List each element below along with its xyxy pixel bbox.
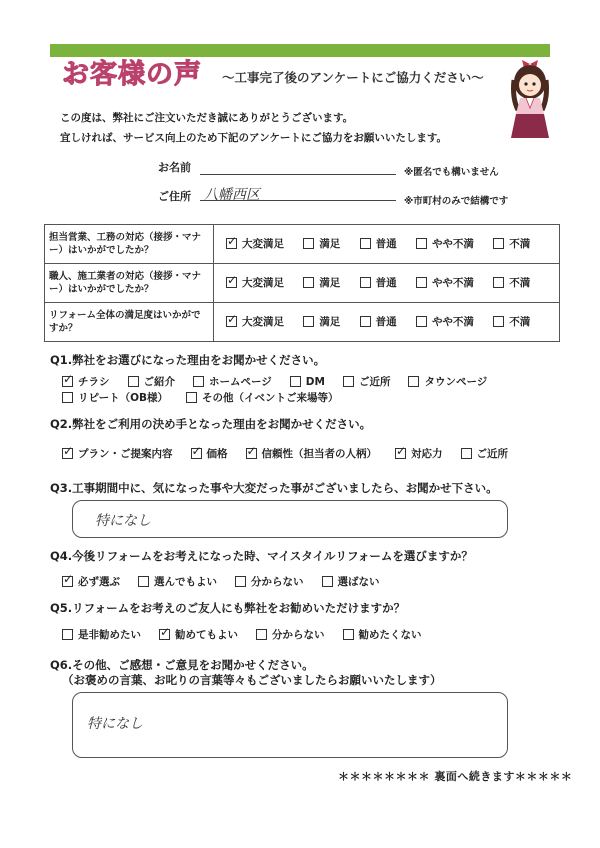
checkbox-icon[interactable] — [256, 629, 267, 640]
q4-option-unsure[interactable]: 分からない — [235, 574, 304, 589]
satisfaction-table — [44, 224, 560, 342]
option-dissatisfied[interactable]: 不満 — [493, 275, 530, 290]
satisfaction-options — [214, 303, 560, 342]
checkbox-icon[interactable] — [128, 376, 139, 387]
checkbox-icon[interactable] — [408, 376, 419, 387]
q2-title: Q2.弊社をご利用の決め手となった理由をお聞かせください。 — [50, 417, 372, 431]
q5-option-definitely[interactable]: 是非勧めたい — [62, 627, 141, 642]
option-dissatisfied[interactable]: 不満 — [493, 314, 530, 329]
checkbox-icon[interactable] — [322, 576, 333, 587]
q1-option-repeat[interactable]: リピート（OB様） — [62, 390, 168, 405]
q1-title: Q1.弊社をお選びになった理由をお聞かせください。 — [50, 353, 326, 367]
q1-options-row-2 — [62, 390, 357, 405]
option-very-satisfied[interactable]: ✓ 大変満足 — [226, 314, 284, 329]
q1-option-referral[interactable]: ご紹介 — [128, 374, 176, 389]
satisfaction-question: 職人、施工業者の対応（接拶・マナー）はいかがでしたか？ — [45, 264, 214, 303]
q4-title: Q4.今後リフォームをお考えになった時、マイスタイルリフォームを選びますか？ — [50, 549, 473, 563]
option-satisfied[interactable]: 満足 — [303, 236, 340, 251]
option-dissatisfied[interactable]: 不満 — [493, 236, 530, 251]
q2-options — [62, 446, 526, 461]
q3-answer: 特になし — [95, 513, 151, 529]
satisfaction-row — [45, 225, 560, 264]
address-value: 八幡西区 — [204, 187, 260, 203]
q1-option-homepage[interactable]: ホームページ — [193, 374, 272, 389]
q4-option-maybe[interactable]: 選んでもよい — [138, 574, 217, 589]
name-note: ※匿名でも構いません — [404, 167, 499, 178]
option-very-satisfied[interactable]: ✓ 大変満足 — [226, 236, 284, 251]
q5-option-no[interactable]: 勧めたくない — [343, 627, 422, 642]
satisfaction-options — [214, 225, 560, 264]
q1-option-flyer[interactable]: ✓ チラシ — [62, 374, 110, 389]
option-very-satisfied[interactable]: ✓ 大変満足 — [226, 275, 284, 290]
intro-line-2: 宜しければ、サービス向上のため下記のアンケートにご協力をお願いいたします。 — [60, 132, 448, 144]
checkbox-icon[interactable] — [62, 392, 73, 403]
satisfaction-row — [45, 303, 560, 342]
checkbox-icon[interactable] — [62, 448, 73, 459]
q5-option-maybe[interactable]: ✓ 勧めてもよい — [159, 627, 238, 642]
checkbox-icon[interactable] — [191, 448, 202, 459]
q4-options — [62, 574, 398, 589]
checkbox-icon[interactable] — [360, 316, 371, 327]
q4-option-definitely[interactable]: ✓ 必ず選ぶ — [62, 574, 120, 589]
q3-answer-box[interactable] — [72, 500, 508, 538]
page-subtitle: ～工事完了後のアンケートにご協力ください～ — [222, 70, 484, 85]
checkbox-icon[interactable] — [246, 448, 257, 459]
checkbox-icon[interactable] — [226, 316, 237, 327]
q3-title: Q3.工事期間中に、気になった事や大変だった事がございましたら、お聞かせ下さい。 — [50, 481, 498, 495]
q2-option-reliability[interactable]: ✓ 信頼性（担当者の人柄） — [246, 446, 378, 461]
option-normal[interactable]: 普通 — [360, 275, 397, 290]
checkbox-icon[interactable] — [138, 576, 149, 587]
checkbox-icon[interactable] — [226, 238, 237, 249]
checkbox-icon[interactable] — [343, 376, 354, 387]
name-field[interactable] — [200, 158, 396, 175]
checkbox-icon[interactable] — [416, 316, 427, 327]
q1-option-dm[interactable]: DM — [290, 376, 325, 388]
checkbox-icon[interactable] — [416, 238, 427, 249]
q2-option-price[interactable]: ✓ 価格 — [191, 446, 228, 461]
checkbox-icon[interactable] — [193, 376, 204, 387]
q1-options-row-1 — [62, 374, 505, 389]
checkbox-icon[interactable] — [360, 238, 371, 249]
checkbox-icon[interactable] — [303, 238, 314, 249]
checkbox-icon[interactable] — [416, 277, 427, 288]
checkbox-icon[interactable] — [62, 376, 73, 387]
option-somewhat-dissatisfied[interactable]: やや不満 — [416, 314, 474, 329]
checkbox-icon[interactable] — [303, 316, 314, 327]
option-somewhat-dissatisfied[interactable]: やや不満 — [416, 275, 474, 290]
mascot-illustration — [500, 58, 560, 140]
checkbox-icon[interactable] — [395, 448, 406, 459]
q1-option-other[interactable]: その他（イベントご来場等） — [186, 390, 339, 405]
option-satisfied[interactable]: 満足 — [303, 314, 340, 329]
option-somewhat-dissatisfied[interactable]: やや不満 — [416, 236, 474, 251]
q2-option-plan[interactable]: ✓ プラン・ご提案内容 — [62, 446, 173, 461]
checkbox-icon[interactable] — [235, 576, 246, 587]
q5-option-unsure[interactable]: 分からない — [256, 627, 325, 642]
q6-answer: 特になし — [87, 716, 143, 732]
checkbox-icon[interactable] — [62, 576, 73, 587]
satisfaction-row — [45, 264, 560, 303]
name-label: お名前 — [158, 161, 191, 174]
address-note: ※市町村のみで結構です — [404, 196, 509, 207]
page-title: お客様の声 — [62, 59, 202, 90]
option-satisfied[interactable]: 満足 — [303, 275, 340, 290]
continue-on-back-note: ＊＊＊＊＊＊＊＊ 裏面へ続きます＊＊＊＊＊ — [338, 770, 573, 783]
q6-answer-box[interactable] — [72, 692, 508, 758]
q1-option-neighborhood[interactable]: ご近所 — [343, 374, 391, 389]
satisfaction-question: 担当営業、工務の対応（接拶・マナー）はいかがでしたか？ — [45, 225, 214, 264]
checkbox-icon[interactable] — [226, 277, 237, 288]
satisfaction-question: リフォーム全体の満足度はいかがですか？ — [45, 303, 214, 342]
checkbox-icon[interactable] — [493, 277, 504, 288]
q1-option-townpage[interactable]: タウンページ — [408, 374, 487, 389]
checkbox-icon[interactable] — [343, 629, 354, 640]
checkbox-icon[interactable] — [186, 392, 197, 403]
option-normal[interactable]: 普通 — [360, 236, 397, 251]
q6-subtitle: （お褒めの言葉、お叱りの言葉等々もございましたらお願いいたします） — [62, 673, 442, 687]
q4-option-no[interactable]: 選ばない — [322, 574, 380, 589]
q5-options — [62, 627, 440, 642]
option-normal[interactable]: 普通 — [360, 314, 397, 329]
q2-option-responsiveness[interactable]: ✓ 対応力 — [395, 446, 443, 461]
checkbox-icon[interactable] — [360, 277, 371, 288]
checkbox-icon[interactable] — [159, 629, 170, 640]
satisfaction-options — [214, 264, 560, 303]
q5-title: Q5.リフォームをお考えのご友人にも弊社をお勧めいただけますか？ — [50, 601, 406, 615]
intro-line-1: この度は、弊社にご注文いただき誠にありがとうございます。 — [60, 112, 354, 124]
q6-title: Q6.その他、ご感想・ご意見をお聞かせください。 — [50, 658, 314, 672]
address-field[interactable] — [200, 184, 396, 201]
checkbox-icon[interactable] — [290, 376, 301, 387]
checkbox-icon[interactable] — [493, 238, 504, 249]
checkbox-icon[interactable] — [303, 277, 314, 288]
q2-option-neighborhood[interactable]: ご近所 — [461, 446, 509, 461]
address-label: ご住所 — [158, 190, 191, 203]
checkbox-icon[interactable] — [461, 448, 472, 459]
checkbox-icon[interactable] — [62, 629, 73, 640]
checkbox-icon[interactable] — [493, 316, 504, 327]
